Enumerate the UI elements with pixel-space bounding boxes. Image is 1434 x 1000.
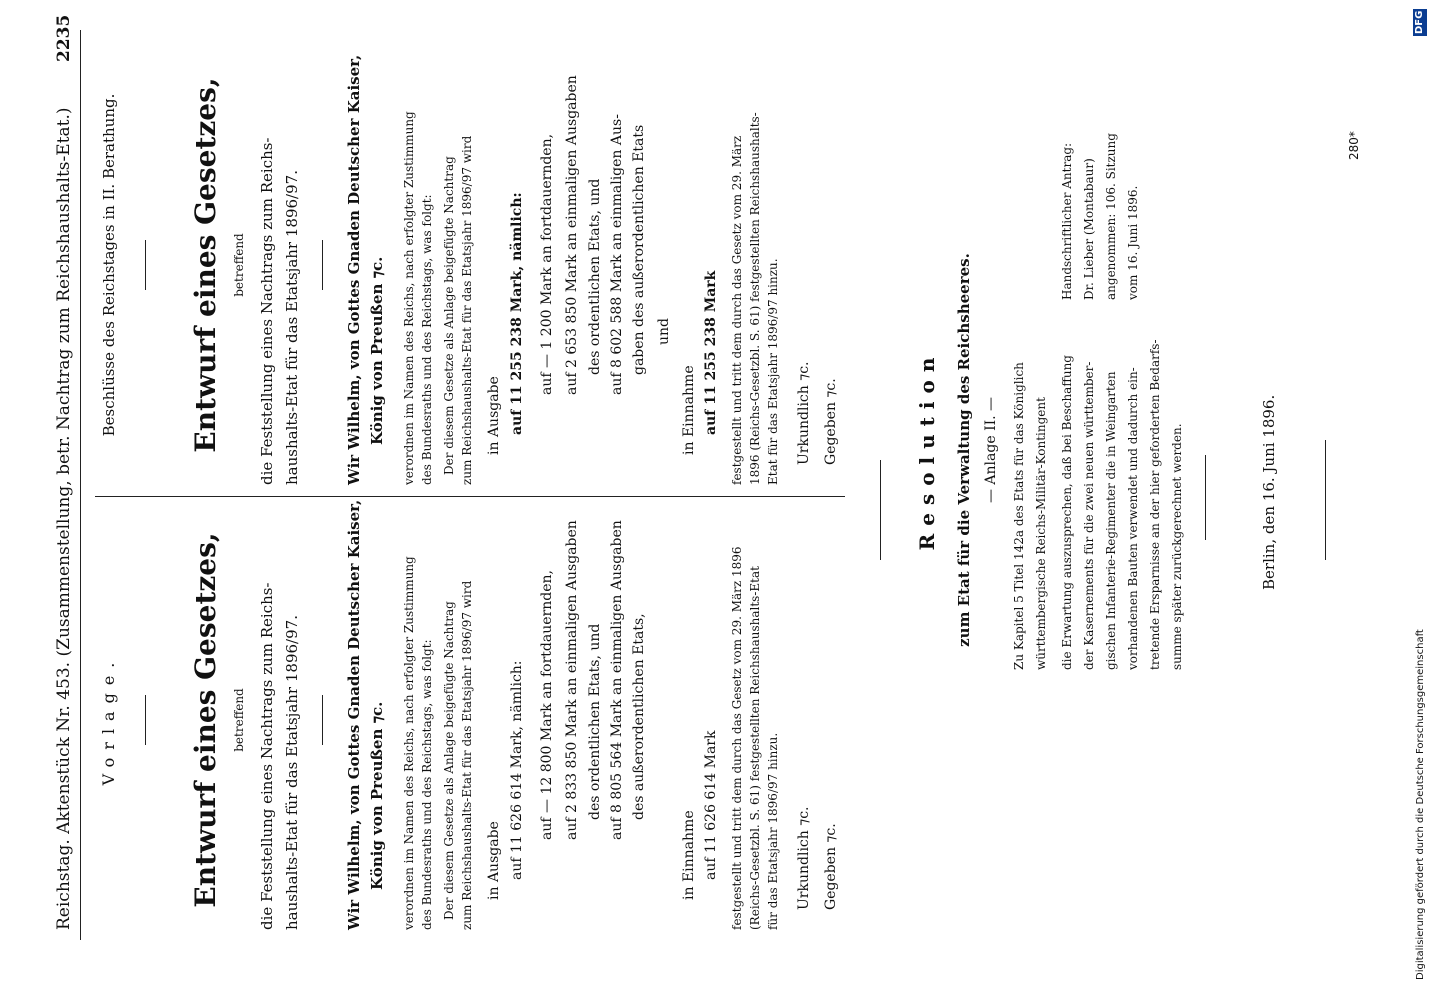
sheet-number: 280* (1347, 131, 1361, 160)
left-subject-2: haushalts-Etat für das Etatsjahr 1896/97. (283, 615, 301, 930)
right-subject-2: haushalts-Etat für das Etatsjahr 1896/97. (283, 170, 301, 485)
left-para-1: Der diesem Gesetze als Anlage beigefügte Nachtrag (442, 601, 456, 920)
left-item-5: des außerordentlichen Etats, (631, 613, 647, 820)
right-in-ausgabe: in Ausgabe (486, 376, 502, 455)
dfg-strip (1412, 0, 1434, 1000)
right-in-einnahme: in Einnahme (681, 365, 697, 455)
footer-rule (1325, 440, 1326, 560)
right-subject-rule (322, 240, 323, 290)
column-divider (95, 496, 845, 497)
right-para-1: Der diesem Gesetze als Anlage beigefügte Nachtrag (442, 156, 456, 475)
right-title: Entwurf eines Gesetzes, (189, 77, 222, 453)
resolution-body-4: vorhandenen Bauten verwendet und dadurch ein- (1126, 367, 1140, 670)
left-wir: Wir Wilhelm, von Gottes Gnaden Deutscher Kaiser, (345, 499, 363, 930)
left-item-1: auf — 12 800 Mark an fortdauernden, (539, 570, 555, 840)
right-ausgabe-total: auf 11 255 238 Mark, nämlich: (509, 192, 525, 435)
resolution-body-5: tretende Ersparnisse an der hier geforderten Bedarfs- (1148, 339, 1162, 670)
resolution-antrag-4: vom 16. Juni 1896. (1126, 185, 1140, 300)
running-header: Reichstag. Aktenstück Nr. 453. (Zusammenstellung, betr. Nachtrag zum Reichshaushalts-Etat.) (54, 107, 74, 930)
resolution-intro-1: Zu Kapitel 5 Titel 142a des Etats für das Königlich (1012, 362, 1026, 670)
right-para-2: zum Reichshaushalts-Etat für das Etatsjahr 1896/97 wird (460, 135, 474, 485)
left-festgestellt-2: (Reichs-Gesetzbl. S. 61) festgestellten Reichshaushalts-Etat (748, 566, 762, 930)
resolution-body-6: summe später zurückgerechnet werden. (1170, 423, 1184, 670)
right-heading: Beschlüsse des Reichstages in II. Berathung. (100, 93, 118, 437)
closing-rule (1205, 455, 1206, 540)
left-verordnen-1: verordnen im Namen des Reichs, nach erfolgter Zustimmung (402, 556, 416, 930)
left-heading-rule (145, 695, 146, 745)
right-wir: Wir Wilhelm, von Gottes Gnaden Deutscher Kaiser, (345, 54, 363, 485)
left-einnahme-total: auf 11 626 614 Mark (703, 730, 719, 880)
dfg-logo: DFG (1414, 10, 1425, 34)
right-item-5: gaben des außerordentlichen Etats (631, 124, 647, 375)
left-heading: Vorlage. (99, 654, 118, 786)
resolution-anlage: — Anlage II. — (983, 396, 999, 504)
left-ausgabe-total: auf 11 626 614 Mark, nämlich: (509, 660, 525, 880)
left-wir-2: König von Preußen ⁊c. (368, 701, 386, 890)
section-rule (880, 460, 881, 560)
right-verordnen-1: verordnen im Namen des Reichs, nach erfolgter Zustimmung (402, 111, 416, 485)
right-item-4: auf 8 602 588 Mark an einmaligen Aus- (609, 114, 625, 395)
left-betreffend: betreffend (232, 688, 246, 752)
left-in-einnahme: in Einnahme (681, 810, 697, 900)
footer-date: Berlin, den 16. Juni 1896. (1260, 394, 1278, 590)
left-gegeben: Gegeben ⁊c. (823, 823, 839, 910)
right-gegeben: Gegeben ⁊c. (823, 378, 839, 465)
left-item-2: auf 2 833 850 Mark an einmaligen Ausgaben (564, 520, 580, 840)
right-festgestellt-2: 1896 (Reichs-Gesetzbl. S. 61) festgestellten Reichshaushalts- (748, 112, 762, 485)
right-einnahme-total: auf 11 255 238 Mark (703, 270, 719, 435)
left-subject-1: die Feststellung eines Nachtrags zum Reichs- (258, 582, 276, 930)
right-und: und (656, 318, 672, 345)
right-festgestellt-3: Etat für das Etatsjahr 1896/97 hinzu. (766, 258, 780, 485)
left-verordnen-2: des Bundesraths und des Reichstags, was folgt: (420, 639, 434, 930)
right-wir-2: König von Preußen ⁊c. (368, 256, 386, 445)
right-item-1: auf — 1 200 Mark an fortdauernden, (539, 133, 555, 395)
right-subject-1: die Feststellung eines Nachtrags zum Reichs- (258, 137, 276, 485)
right-verordnen-2: des Bundesraths und des Reichstags, was folgt: (420, 194, 434, 485)
resolution-title: Resolution (915, 349, 939, 551)
resolution-antrag-2: Dr. Lieber (Montabaur) (1082, 158, 1096, 300)
resolution-body-1: die Erwartung auszusprechen, daß bei Beschaffung (1060, 355, 1074, 670)
left-festgestellt-1: festgestellt und tritt dem durch das Gesetz vom 29. März 1896 (730, 546, 744, 930)
left-festgestellt-3: für das Etatsjahr 1896/97 hinzu. (766, 732, 780, 930)
left-para-2: zum Reichshaushalts-Etat für das Etatsjahr 1896/97 wird (460, 580, 474, 930)
left-urkundlich: Urkundlich ⁊c. (796, 806, 812, 910)
left-in-ausgabe: in Ausgabe (486, 821, 502, 900)
right-item-2: auf 2 653 850 Mark an einmaligen Ausgaben (564, 75, 580, 395)
resolution-intro-2: württembergische Reichs-Militär-Kontingent (1034, 397, 1048, 670)
left-item-4: auf 8 805 564 Mark an einmaligen Ausgaben (609, 520, 625, 840)
resolution-body-3: gischen Infanterie-Regimenter die in Weingarten (1104, 371, 1118, 670)
left-subject-rule (322, 695, 323, 745)
right-heading-rule (145, 240, 146, 290)
right-betreffend: betreffend (232, 233, 246, 297)
right-item-3: des ordentlichen Etats, und (587, 178, 603, 375)
right-festgestellt-1: festgestellt und tritt dem durch das Gesetz vom 29. März (730, 135, 744, 485)
resolution-antrag-3: angenommen: 106. Sitzung (1104, 133, 1118, 300)
dfg-credit-text: Digitalisierung gefördert durch die Deutsche Forschungsgemeinschaft (1415, 629, 1426, 980)
resolution-subtitle: zum Etat für die Verwaltung des Reichsheeres. (955, 253, 973, 647)
page-number: 2235 (54, 14, 74, 62)
right-urkundlich: Urkundlich ⁊c. (796, 361, 812, 465)
left-item-3: des ordentlichen Etats, und (587, 623, 603, 820)
resolution-antrag-1: Handschriftlicher Antrag: (1060, 142, 1074, 300)
header-rule (80, 30, 81, 940)
resolution-body-2: der Kasernements für die zwei neuen württember- (1082, 361, 1096, 670)
left-title: Entwurf eines Gesetzes, (189, 532, 222, 908)
